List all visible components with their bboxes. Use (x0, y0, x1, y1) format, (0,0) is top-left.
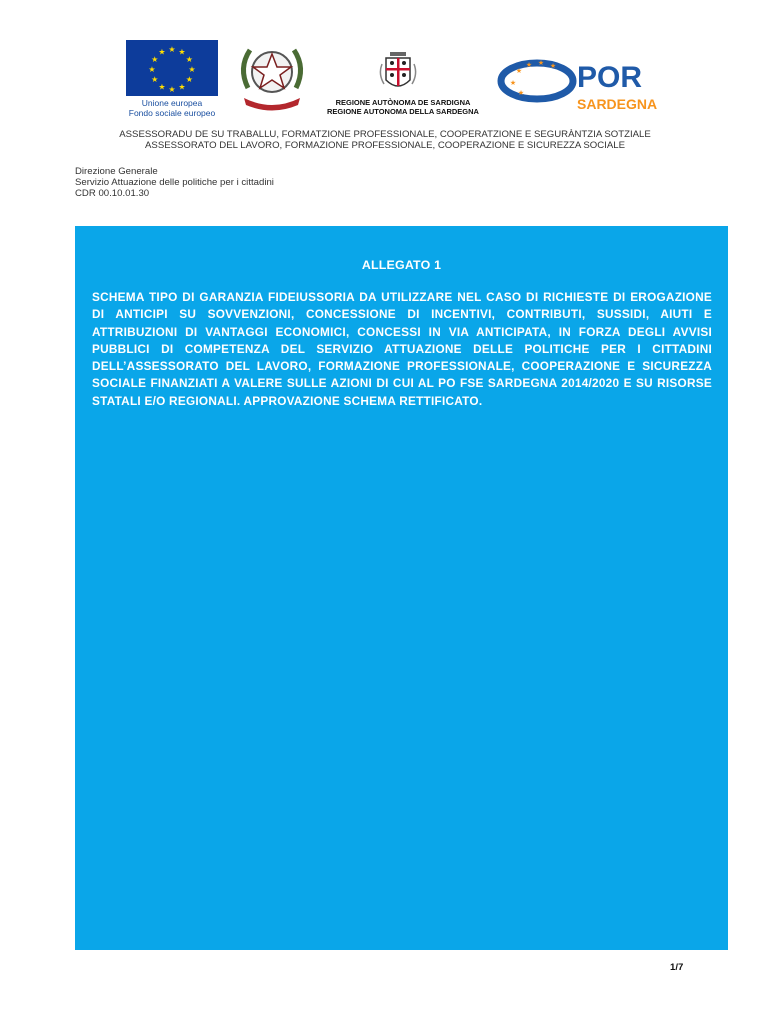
eu-caption (119, 98, 225, 118)
assessorato-line-sardinian: ASSESSORADU DE SU TRABALLU, FORMATZIONE PROFESSIONALE, COOPERATZIONE E SEGURÀNTZIA SOTZIALE (119, 129, 651, 140)
sardegna-caption-line-2: REGIONE AUTONOMA DELLA SARDEGNA (327, 106, 479, 116)
svg-text:★: ★ (515, 67, 523, 75)
assessorato-header (0, 129, 770, 151)
svg-text:★: ★ (158, 82, 166, 92)
cdr-code: CDR 00.10.01.30 (75, 188, 150, 199)
sardegna-crest-logo (378, 48, 418, 96)
direzione-info (75, 166, 274, 199)
svg-text:SARDEGNA: SARDEGNA (577, 96, 658, 112)
schema-description: SCHEMA TIPO DI GARANZIA FIDEIUSSORIA DA UTILIZZARE NEL CASO DI RICHIESTE DI EROGAZIONE DI ANTICIPI SU SOVVENZIONI, CONCESSIONE DI INCENTIVI, CONTRIBUTI, SUSSIDI, AIUTI E ATTRIBUZIONI DI VANTAGGI ECONOMICI, CONCESSI IN VIA ANTICIPATA, IN FORZA DEGLI AVVISI PUBBLICI DI COMPETENZA DEL SERVIZIO ATTUAZIONE DELLE POLITICHE PER I CITTADINI DELL’ASSESSORATO DEL LAVORO, FORMAZIONE PROFESSIONALE, COOPERAZIONE E SICUREZZA SOCIALE FINANZIATI A VALERE SULLE AZIONI DI CUI AL PO FSE SARDEGNA 2014/2020 E SU RISORSE STATALI E/O REGIONALI. APPROVAZIONE SCHEMA RETTIFICATO. (92, 290, 712, 408)
svg-text:★: ★ (178, 82, 186, 92)
page-number: 1/7 (670, 962, 684, 973)
svg-text:★: ★ (549, 62, 557, 70)
eu-flag-logo (126, 40, 218, 96)
svg-text:★: ★ (158, 47, 166, 57)
svg-text:POR: POR (577, 61, 643, 94)
por-sardegna-logo (497, 55, 658, 117)
eu-caption-line-1: Unione europea (141, 98, 203, 108)
svg-text:★: ★ (517, 89, 525, 97)
header-logos (0, 0, 770, 125)
svg-text:★: ★ (525, 61, 533, 69)
svg-text:★: ★ (185, 75, 193, 84)
assessorato-line-italian: ASSESSORATO DEL LAVORO, FORMAZIONE PROFESSIONALE, COOPERAZIONE E SICUREZZA SOCIALE (145, 140, 625, 151)
svg-text:★: ★ (148, 65, 156, 74)
eu-caption-line-2: Fondo sociale europeo (128, 108, 216, 118)
direzione-generale: Direzione Generale (75, 166, 158, 177)
sardegna-caption (318, 99, 488, 116)
allegato-title: ALLEGATO 1 (361, 258, 442, 272)
svg-text:★: ★ (537, 59, 545, 67)
svg-text:★: ★ (178, 47, 186, 57)
sardegna-caption-line-1: REGIONE AUTÒNOMA DE SARDIGNA (335, 98, 471, 107)
svg-text:★: ★ (168, 85, 176, 94)
svg-text:★: ★ (188, 65, 196, 74)
italian-republic-emblem (234, 38, 310, 114)
svg-text:★: ★ (509, 79, 517, 87)
svg-text:★: ★ (185, 55, 193, 64)
svg-text:★: ★ (168, 45, 176, 54)
svg-text:★: ★ (151, 55, 159, 64)
svg-text:★: ★ (151, 75, 159, 84)
servizio-attuazione: Servizio Attuazione delle politiche per i cittadini (75, 177, 274, 188)
